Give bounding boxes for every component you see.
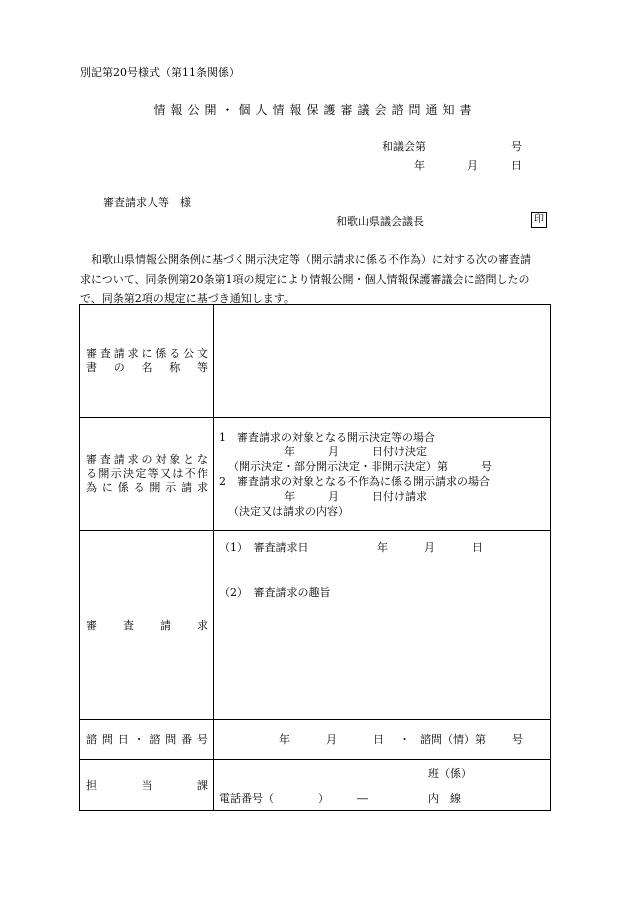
consultation-number-prefix: 諮問（情）第 <box>420 733 486 746</box>
date-day: 日 <box>511 159 522 172</box>
section-label: 担当課 <box>86 779 208 792</box>
phone-dash: ― <box>357 792 368 805</box>
number-suffix: 号 <box>511 140 522 153</box>
intro-paragraph <box>80 250 552 309</box>
request-label: 審査請求 <box>86 619 208 632</box>
consultation-label: 諮問日・諮問番号 <box>86 733 208 746</box>
row-divider <box>80 530 550 531</box>
date-month: 月 <box>467 159 478 172</box>
consultation-dot: ・ <box>399 733 410 746</box>
consultation-month: 月 <box>326 733 337 746</box>
document-title: 情報公開・個人情報保護審議会諮問通知書 <box>153 103 477 117</box>
target-item-2: 2 審査請求の対象となる不作為に係る開示請求の場合 <box>219 475 490 488</box>
section-team: 班（係） <box>428 767 472 780</box>
target-decision-type: （開示決定・部分開示決定・非開示決定）第 号 <box>228 460 492 473</box>
date-year: 年 <box>414 159 425 172</box>
request-purpose-item: （2） 審査請求の趣旨 <box>219 586 331 599</box>
target-label: 審査請求の対象とな る開示決定等又は不作 為に係る開示請求 <box>86 453 208 494</box>
target-decision-date: 年 月 日付け決定 <box>284 445 427 458</box>
row-divider <box>80 719 550 720</box>
target-request-date: 年 月 日付け請求 <box>284 490 427 503</box>
phone-close: ） <box>318 792 329 805</box>
target-request-content: （決定又は請求の内容） <box>228 505 349 518</box>
intro-line: 和歌山県情報公開条例に基づく開示決定等（開示請求に係る不作為）に対する次の審査請 <box>80 253 531 266</box>
request-date-month: 月 <box>424 541 435 554</box>
phone-extension: 内 線 <box>428 792 461 805</box>
target-item-1: 1 審査請求の対象となる開示決定等の場合 <box>219 431 435 444</box>
consultation-day: 日 <box>373 733 384 746</box>
documents-label: 審査請求に係る公文 書の名称等 <box>86 347 208 374</box>
sender: 和歌山県議会議長 <box>336 215 424 228</box>
label-column-divider <box>213 305 214 810</box>
document-number-line <box>382 140 522 153</box>
intro-line: で、同条第2項の規定に基づき通知します。 <box>80 292 295 305</box>
intro-line: 求について、同条例第20条第1項の規定により情報公開・個人情報保護審議会に諮問したの <box>80 272 530 286</box>
consultation-form-table <box>79 304 551 811</box>
request-date-item: （1） 審査請求日 <box>219 541 309 554</box>
row-divider <box>80 759 550 760</box>
row-divider <box>80 417 550 418</box>
consultation-year: 年 <box>279 733 290 746</box>
request-date-day: 日 <box>472 541 483 554</box>
phone-prefix: 電話番号（ <box>219 792 274 805</box>
form-label: 別記第20号様式（第11条関係） <box>80 66 240 79</box>
request-date-year: 年 <box>377 541 388 554</box>
consultation-number-suffix: 号 <box>512 733 523 746</box>
number-prefix: 和議会第 <box>382 140 426 153</box>
seal-mark: 印 <box>531 212 547 228</box>
addressee: 審査請求人等 様 <box>103 196 191 209</box>
